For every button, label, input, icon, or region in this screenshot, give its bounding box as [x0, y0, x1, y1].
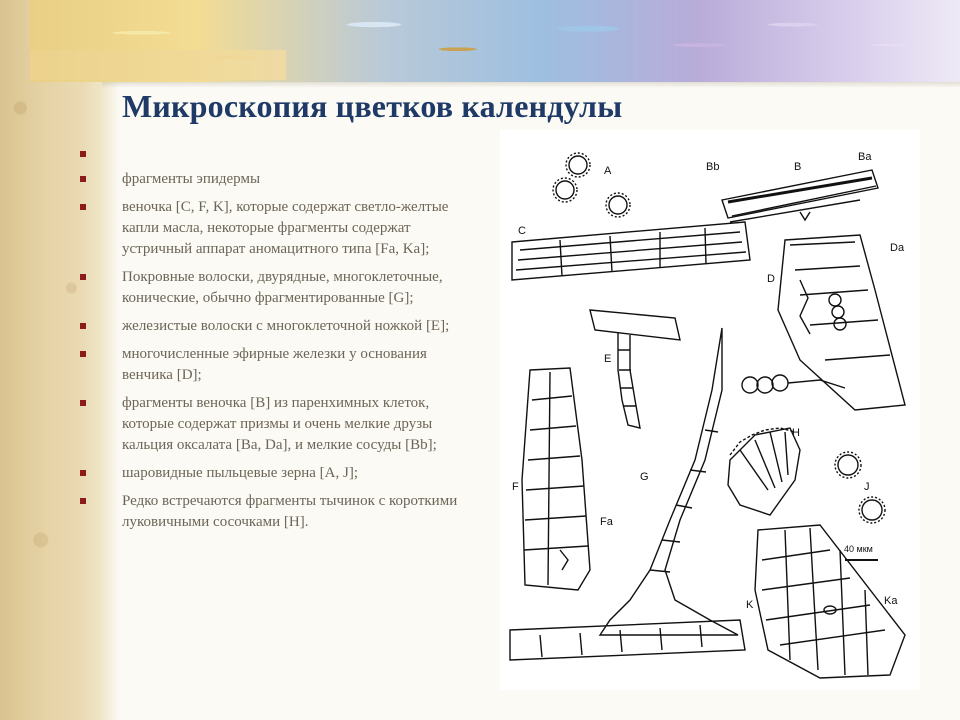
label-j: J	[864, 481, 870, 493]
bullet-item	[80, 393, 460, 456]
label-d: D	[767, 273, 775, 285]
bullet-text: веночка [C, F, K], которые содержат светло-желтые капли масла, некоторые фрагменты содержат устричный аппарат аномацитного типа [Fa, Ka];	[122, 199, 449, 257]
bullet-item	[80, 197, 460, 260]
bullet-icon	[80, 204, 86, 210]
bullet-item	[80, 144, 460, 162]
label-g: G	[640, 471, 649, 483]
scale-label: 40 мкм	[844, 544, 873, 554]
bullet-item	[80, 169, 460, 190]
fragment-h	[728, 428, 800, 515]
fragment-d	[742, 235, 905, 410]
fragment-e	[590, 310, 680, 428]
bullet-text: Редко встречаются фрагменты тычинок с короткими луковичными сосочками [H].	[122, 493, 458, 530]
bullet-icon	[80, 176, 86, 182]
label-da: Da	[890, 242, 905, 254]
bullet-text: железистые волоски с многоклеточной ножкой [E];	[122, 318, 450, 334]
label-fa: Fa	[600, 516, 613, 528]
bullet-icon	[80, 470, 86, 476]
banner-strip	[30, 50, 286, 80]
label-c: C	[518, 225, 526, 237]
label-bb: Bb	[706, 161, 720, 173]
label-f: F	[512, 481, 519, 493]
label-k: K	[746, 599, 754, 611]
microscopy-drawing	[500, 130, 920, 690]
label-a: A	[604, 165, 612, 177]
bullet-item	[80, 267, 460, 309]
bullet-icon	[80, 151, 86, 157]
label-ba: Ba	[858, 151, 872, 163]
fragment-b	[722, 170, 878, 222]
bullet-text: многочисленные эфирные железки у основания венчика [D];	[122, 346, 427, 383]
label-b: B	[794, 161, 802, 173]
slide-title: Микроскопия цветков календулы	[122, 88, 623, 124]
fragment-f	[522, 368, 590, 590]
pollen-grains-j	[835, 452, 885, 523]
microscopy-illustration	[500, 130, 920, 690]
bullet-item	[80, 344, 460, 386]
bullet-text: Покровные волоски, двурядные, многоклеточные, конические, обычно фрагментированные [G];	[122, 269, 443, 306]
fragment-k	[755, 525, 905, 678]
bullet-icon	[80, 274, 86, 280]
label-e: E	[604, 353, 612, 365]
fragment-c	[512, 222, 750, 280]
bullet-item	[80, 316, 460, 337]
pollen-grains-a	[553, 153, 630, 217]
label-ka: Ka	[884, 595, 898, 607]
bullet-icon	[80, 498, 86, 504]
bullet-icon	[80, 323, 86, 329]
bullet-text: шаровидные пыльцевые зерна [A, J];	[122, 465, 358, 481]
label-h: H	[792, 427, 800, 439]
fragment-g	[510, 328, 745, 660]
bullet-list	[80, 144, 460, 540]
bullet-icon	[80, 351, 86, 357]
bullet-text: фрагменты веночка [B] из паренхимных клеток, которые содержат призмы и очень мелкие друзы кальция оксалата [Ba, Da], и мелкие сосуды [Вb];	[122, 395, 437, 453]
bullet-text: фрагменты эпидермы	[122, 171, 261, 187]
bullet-item	[80, 491, 460, 533]
bullet-icon	[80, 400, 86, 406]
bullet-item	[80, 463, 460, 484]
